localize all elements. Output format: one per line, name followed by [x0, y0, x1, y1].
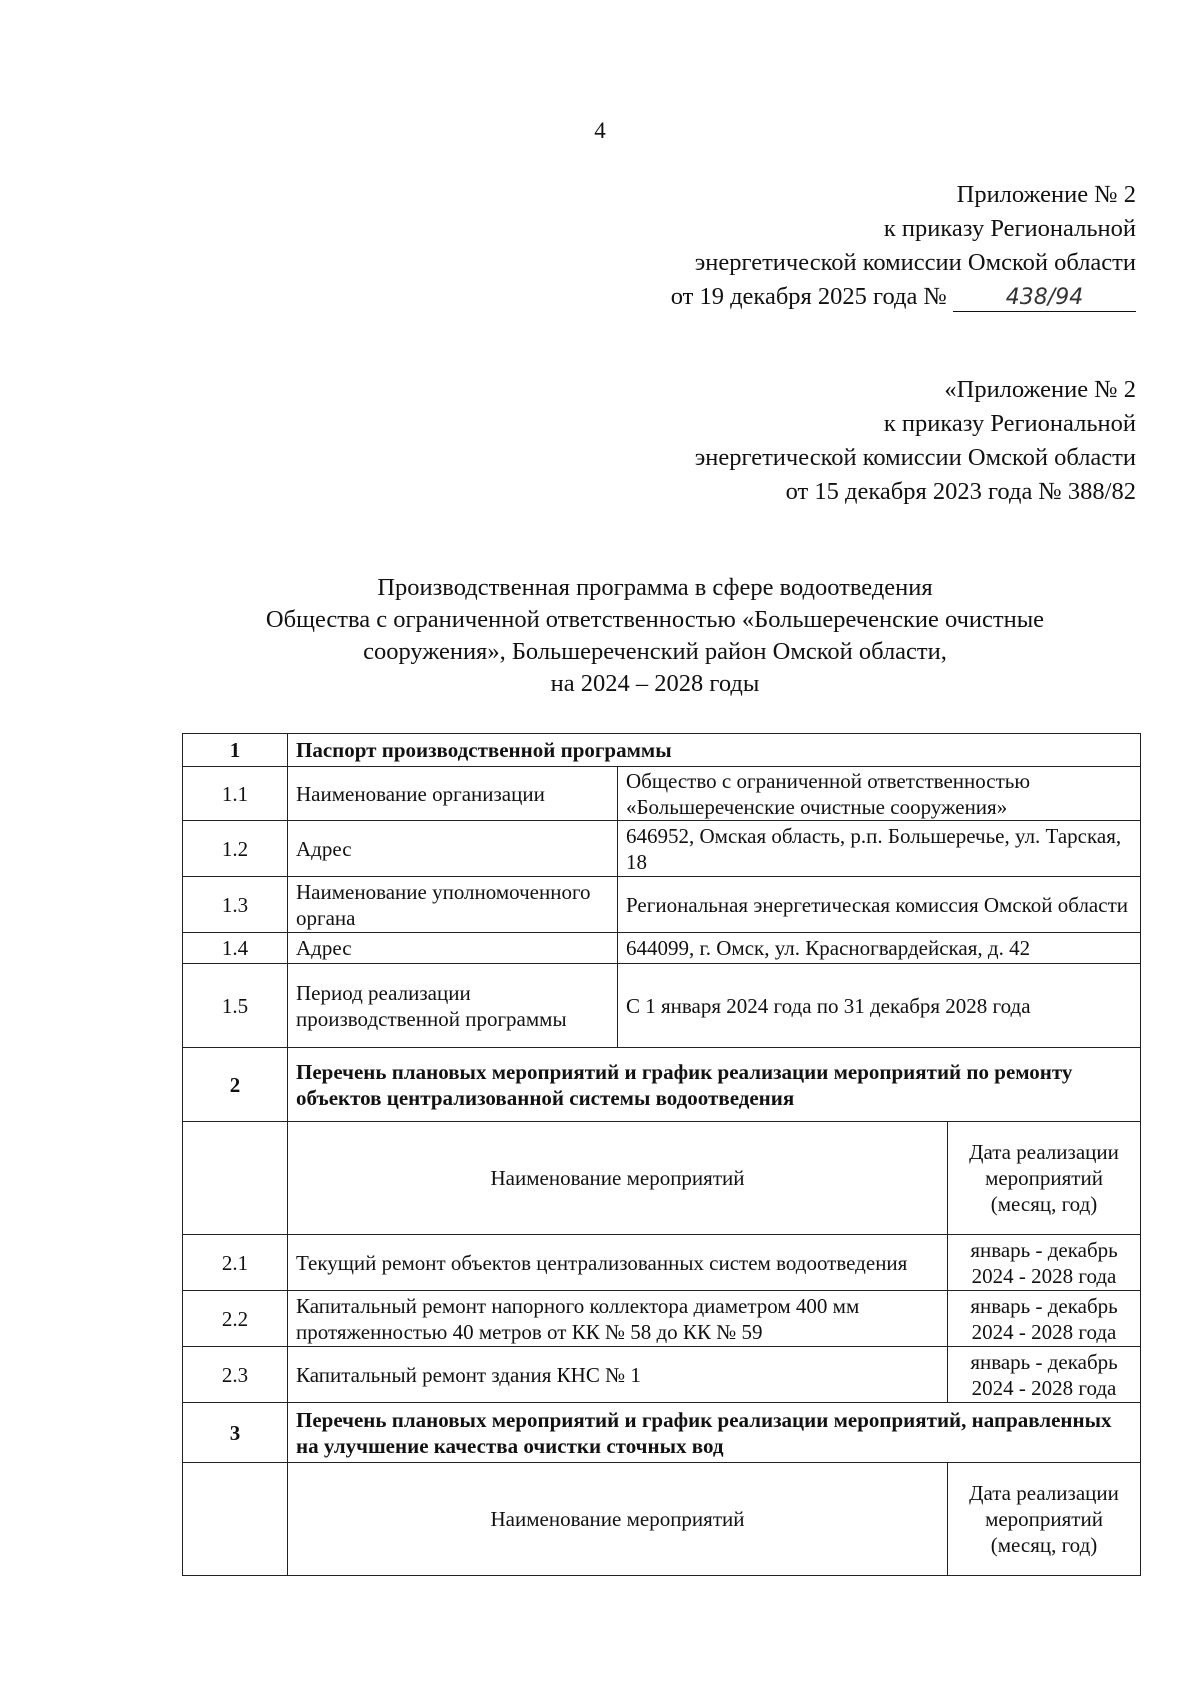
appendix-new-line3: энергетической комиссии Омской области	[694, 249, 1136, 276]
measure-name: Капитальный ремонт напорного коллектора диаметром 400 мм протяженностью 40 метров от КК № 58 до КК № 59	[288, 1291, 948, 1347]
section2-header-row	[183, 1048, 1141, 1122]
row-value: 646952, Омская область, р.п. Большеречье, ул. Тарская, 18	[618, 821, 1141, 877]
empty-cell	[183, 1463, 288, 1576]
section2-number: 2	[183, 1048, 288, 1122]
measure-name: Текущий ремонт объектов централизованных систем водоотведения	[288, 1235, 948, 1291]
row-number: 2.2	[183, 1291, 288, 1347]
row-number: 1.2	[183, 821, 288, 877]
section3-column-headers	[183, 1463, 1141, 1576]
section2-column-headers	[183, 1122, 1141, 1235]
measure-date: январь - декабрь 2024 - 2028 года	[948, 1291, 1141, 1347]
appendix-old-line3: энергетической комиссии Омской области	[694, 444, 1136, 471]
table-row	[183, 1291, 1141, 1347]
title-line1: Производственная программа в сфере водоотведения	[377, 574, 933, 601]
production-program-table	[182, 733, 1141, 1576]
column-header-date: Дата реализации мероприятий (месяц, год)	[948, 1463, 1141, 1576]
appendix-header-old	[695, 373, 1136, 509]
title-line2: Общества с ограниченной ответственностью «Большереченские очистные	[265, 606, 1045, 633]
row-value: Региональная энергетическая комиссия Омской области	[618, 877, 1141, 933]
appendix-new-line4	[671, 280, 1136, 314]
section3-number: 3	[183, 1403, 288, 1463]
appendix-new-line1: Приложение № 2	[956, 181, 1136, 208]
table-row	[183, 767, 1141, 821]
table-row	[183, 877, 1141, 933]
column-header-name: Наименование мероприятий	[288, 1122, 948, 1235]
row-label: Наименование организации	[288, 767, 618, 821]
page-number: 4	[594, 118, 606, 143]
appendix-old-line4: от 15 декабря 2023 года № 388/82	[785, 478, 1136, 505]
row-number: 1.1	[183, 767, 288, 821]
appendix-old-line2: к приказу Региональной	[883, 410, 1136, 437]
table-row	[183, 933, 1141, 964]
row-number: 1.4	[183, 933, 288, 964]
section1-header: Паспорт производственной программы	[288, 734, 1141, 767]
measure-date: январь - декабрь 2024 - 2028 года	[948, 1235, 1141, 1291]
row-number: 2.3	[183, 1347, 288, 1403]
row-label: Наименование уполномоченного органа	[288, 877, 618, 933]
appendix-header-new	[671, 178, 1136, 314]
handwritten-order-number: 438/94	[953, 285, 1136, 312]
row-value: 644099, г. Омск, ул. Красногвардейская, д. 42	[618, 933, 1141, 964]
title-line3: сооружения», Большереченский район Омской области,	[363, 638, 947, 665]
section3-header-row	[183, 1403, 1141, 1463]
title-line4: на 2024 – 2028 годы	[550, 670, 760, 697]
table-row	[183, 821, 1141, 877]
row-number: 1.5	[183, 964, 288, 1048]
row-number: 2.1	[183, 1235, 288, 1291]
table-row	[183, 964, 1141, 1048]
section2-header: Перечень плановых мероприятий и график реализации мероприятий по ремонту объектов централизованной системы водоотведения	[288, 1048, 1141, 1122]
row-label: Адрес	[288, 933, 618, 964]
table-row	[183, 1347, 1141, 1403]
document-title	[170, 572, 1140, 700]
appendix-old-line1: «Приложение № 2	[944, 376, 1136, 403]
measure-date: январь - декабрь 2024 - 2028 года	[948, 1347, 1141, 1403]
section3-header: Перечень плановых мероприятий и график реализации мероприятий, направленных на улучшение качества очистки сточных вод	[288, 1403, 1141, 1463]
appendix-new-date-prefix: от 19 декабря 2025 года №	[670, 283, 947, 310]
appendix-new-line2: к приказу Региональной	[883, 215, 1136, 242]
table-row	[183, 1235, 1141, 1291]
row-label: Адрес	[288, 821, 618, 877]
column-header-date: Дата реализации мероприятий (месяц, год)	[948, 1122, 1141, 1235]
section1-header-row	[183, 734, 1141, 767]
section1-number: 1	[183, 734, 288, 767]
row-value: Общество с ограниченной ответственностью «Большереченские очистные сооружения»	[618, 767, 1141, 821]
measure-name: Капитальный ремонт здания КНС № 1	[288, 1347, 948, 1403]
row-label: Период реализации производственной программы	[288, 964, 618, 1048]
empty-cell	[183, 1122, 288, 1235]
column-header-name: Наименование мероприятий	[288, 1463, 948, 1576]
row-number: 1.3	[183, 877, 288, 933]
row-value: С 1 января 2024 года по 31 декабря 2028 года	[618, 964, 1141, 1048]
